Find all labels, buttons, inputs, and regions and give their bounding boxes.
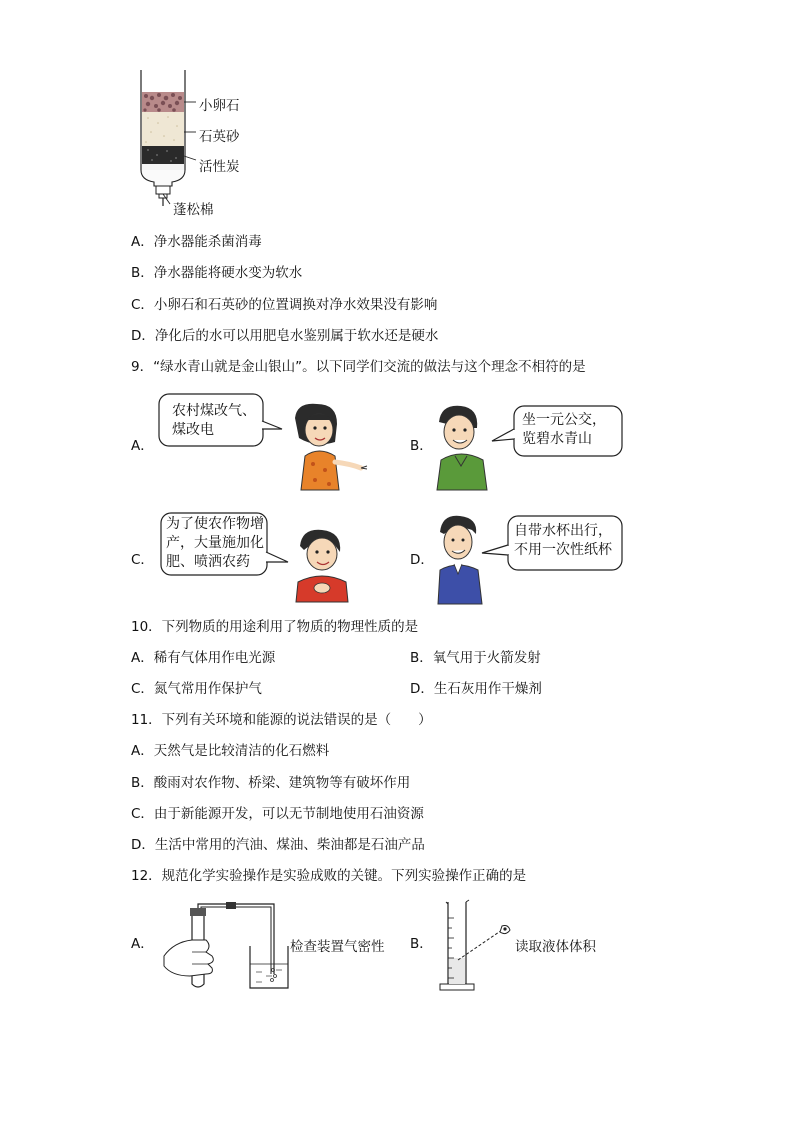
q8-option-c: C．小卵石和石英砂的位置调换对净水效果没有影响 bbox=[131, 297, 438, 313]
filter-label-activated-carbon: 活性炭 bbox=[199, 159, 240, 175]
q8-option-b: B．净水器能将硬水变为软水 bbox=[131, 265, 303, 281]
q8-option-d: D．净化后的水可以用肥皂水鉴别属于软水还是硬水 bbox=[131, 328, 439, 344]
q11-option-a: A．天然气是比较清洁的化石燃料 bbox=[131, 743, 330, 759]
q11-stem: 11．下列有关环境和能源的说法错误的是（ ） bbox=[131, 712, 432, 728]
bubble-c-line-1: 为了使农作物增 bbox=[166, 516, 264, 532]
quartz-sand-layer bbox=[142, 112, 184, 146]
filter-label-pebble: 小卵石 bbox=[199, 98, 240, 114]
q10-option-c: C．氮气常用作保护气 bbox=[131, 681, 262, 697]
q9-stem: 9．“绿水青山就是金山银山”。以下同学们交流的做法与这个理念不相符的是 bbox=[131, 359, 586, 375]
activated-carbon-layer bbox=[142, 146, 184, 164]
q9-option-b-letter: B． bbox=[410, 438, 433, 454]
boy-red-illustration bbox=[288, 524, 368, 604]
q11-option-c: C．由于新能源开发，可以无节制地使用石油资源 bbox=[131, 806, 424, 822]
bubble-c-line-2: 产，大量施加化 bbox=[166, 535, 264, 551]
q12-caption-a: 检查装置气密性 bbox=[290, 939, 385, 955]
filter-label-quartz-sand: 石英砂 bbox=[199, 129, 240, 145]
q11-option-b: B．酸雨对农作物、桥梁、建筑物等有破坏作用 bbox=[131, 775, 411, 791]
bubble-a-line-1: 农村煤改气、 bbox=[172, 403, 256, 419]
q10-option-d: D．生石灰用作干燥剂 bbox=[410, 681, 542, 697]
q12-option-b-letter: B． bbox=[410, 936, 433, 952]
q9-option-d-letter: D． bbox=[410, 552, 434, 568]
airtightness-check-apparatus bbox=[160, 900, 290, 992]
q10-option-b: B．氧气用于火箭发射 bbox=[410, 650, 541, 666]
q9-option-a-letter: A． bbox=[131, 438, 154, 454]
bubble-b-line-1: 坐一元公交， bbox=[522, 412, 606, 428]
bubble-d-line-1: 自带水杯出行， bbox=[514, 523, 612, 539]
water-filter-figure bbox=[130, 68, 200, 208]
q8-option-a: A．净水器能杀菌消毒 bbox=[131, 234, 262, 250]
bubble-c-line-3: 肥、喷洒农药 bbox=[166, 554, 250, 570]
bubble-d-line-2: 不用一次性纸杯 bbox=[514, 542, 612, 558]
girl-illustration bbox=[285, 398, 380, 493]
q12-stem: 12．规范化学实验操作是实验成败的关键。下列实验操作正确的是 bbox=[131, 868, 527, 884]
q10-stem: 10．下列物质的用途利用了物质的物理性质的是 bbox=[131, 619, 419, 635]
q12-option-a-letter: A． bbox=[131, 936, 154, 952]
filter-label-cotton: 蓬松棉 bbox=[173, 202, 214, 218]
q9-option-c-letter: C． bbox=[131, 552, 154, 568]
bubble-b-line-2: 览碧水青山 bbox=[522, 431, 592, 447]
q10-option-a: A．稀有气体用作电光源 bbox=[131, 650, 276, 666]
graduated-cylinder-reading bbox=[436, 898, 516, 994]
bubble-a-line-2: 煤改电 bbox=[172, 422, 214, 438]
q11-option-d: D．生活中常用的汽油、煤油、柴油都是石油产品 bbox=[131, 837, 425, 853]
q12-caption-b: 读取液体体积 bbox=[515, 939, 596, 955]
